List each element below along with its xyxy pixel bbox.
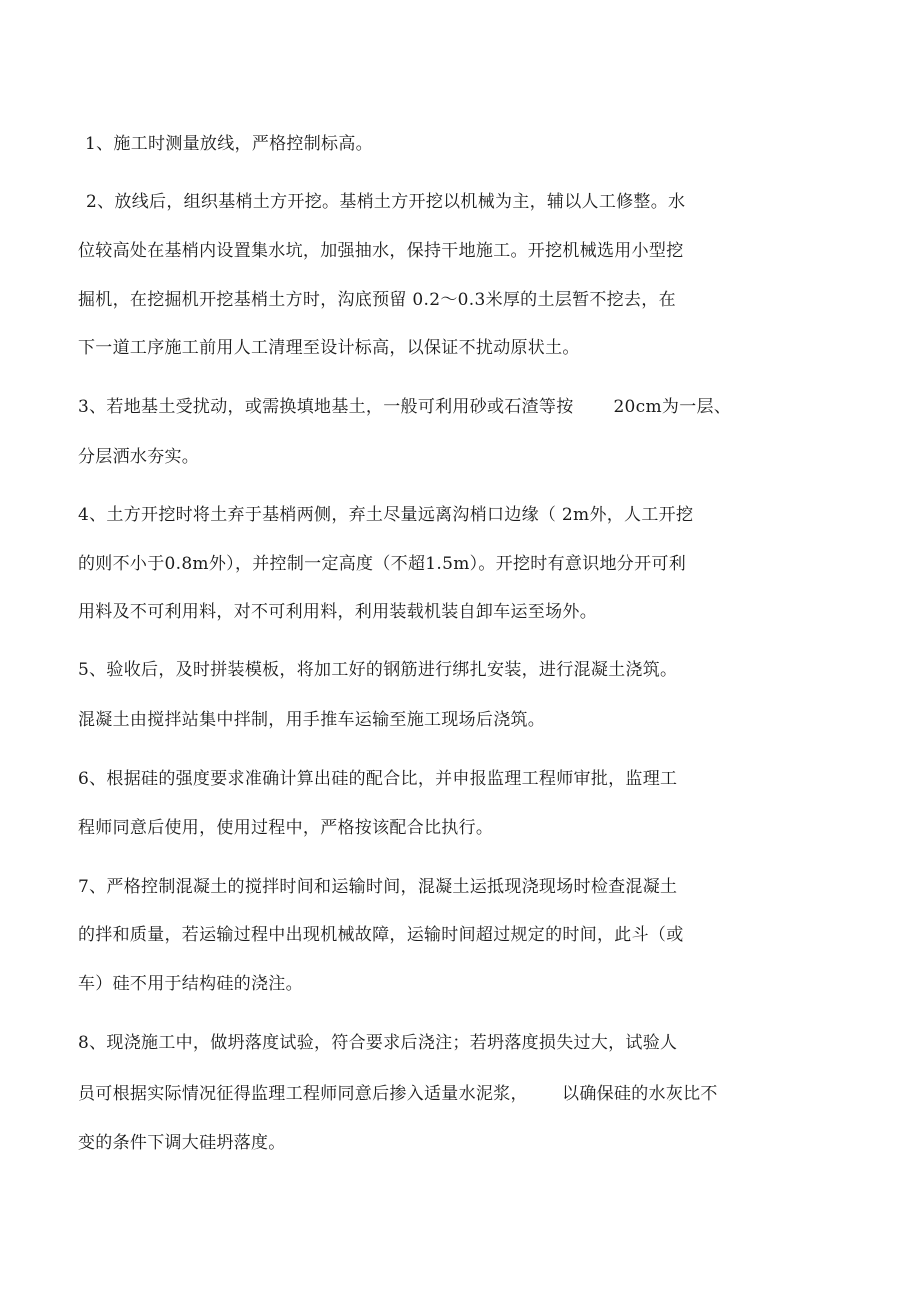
- paragraph-8-line-2: 员可根据实际情况征得监理工程师同意后掺入适量水泥浆， 以确保硅的水灰比不: [78, 1084, 718, 1104]
- paragraph-4-line-3: 用料及不可利用料，对不可利用料，利用装载机装自卸车运至场外。: [78, 602, 597, 622]
- paragraph-2-line-1: 2、放线后，组织基梢土方开挖。基梢土方开挖以机械为主，辅以人工修整。水: [86, 192, 686, 212]
- paragraph-3-line-2: 分层洒水夯实。: [78, 447, 200, 467]
- paragraph-6-line-2: 程师同意后使用，使用过程中，严格按该配合比执行。: [78, 818, 494, 838]
- paragraph-4-line-1: 4、土方开挖时将土弃于基梢两侧，弃土尽量远离沟梢口边缘（ 2m外，人工开挖: [78, 505, 694, 525]
- paragraph-5-line-1: 5、验收后，及时拼装模板，将加工好的钢筋进行绑扎安装，进行混凝土浇筑。: [78, 660, 678, 680]
- paragraph-8-line-3: 变的条件下调大硅坍落度。: [78, 1133, 286, 1153]
- paragraph-2-line-3: 掘机，在挖掘机开挖基梢土方时，沟底预留 0.2～0.3米厚的土层暂不挖去，在: [78, 290, 676, 310]
- paragraph-1-line-1: 1、施工时测量放线，严格控制标高。: [85, 134, 373, 154]
- paragraph-7-line-3: 车）硅不用于结构硅的浇注。: [78, 974, 303, 994]
- paragraph-7-line-1: 7、严格控制混凝土的搅拌时间和运输时间，混凝土运抵现浇现场时检查混凝土: [78, 877, 678, 897]
- paragraph-5-line-2: 混凝土由搅拌站集中拌制，用手推车运输至施工现场后浇筑。: [78, 710, 546, 730]
- paragraph-7-line-2: 的拌和质量，若运输过程中出现机械故障，运输时间超过规定的时间，此斗（或: [78, 925, 684, 945]
- paragraph-2-line-2: 位较高处在基梢内设置集水坑，加强抽水，保持干地施工。开挖机械选用小型挖: [78, 241, 684, 261]
- paragraph-8-line-1: 8、现浇施工中，做坍落度试验，符合要求后浇注；若坍落度损失过大，试验人: [78, 1033, 678, 1053]
- paragraph-6-line-1: 6、根据硅的强度要求准确计算出硅的配合比，并申报监理工程师审批，监理工: [78, 769, 678, 789]
- paragraph-4-line-2: 的则不小于0.8m外），并控制一定高度（不超1.5m）。开挖时有意识地分开可利: [78, 554, 687, 574]
- paragraph-3-line-1: 3、若地基土受扰动，或需换填地基土，一般可利用砂或石渣等按 20cm为一层、: [78, 397, 732, 417]
- paragraph-2-line-4: 下一道工序施工前用人工清理至设计标高，以保证不扰动原状土。: [78, 338, 580, 358]
